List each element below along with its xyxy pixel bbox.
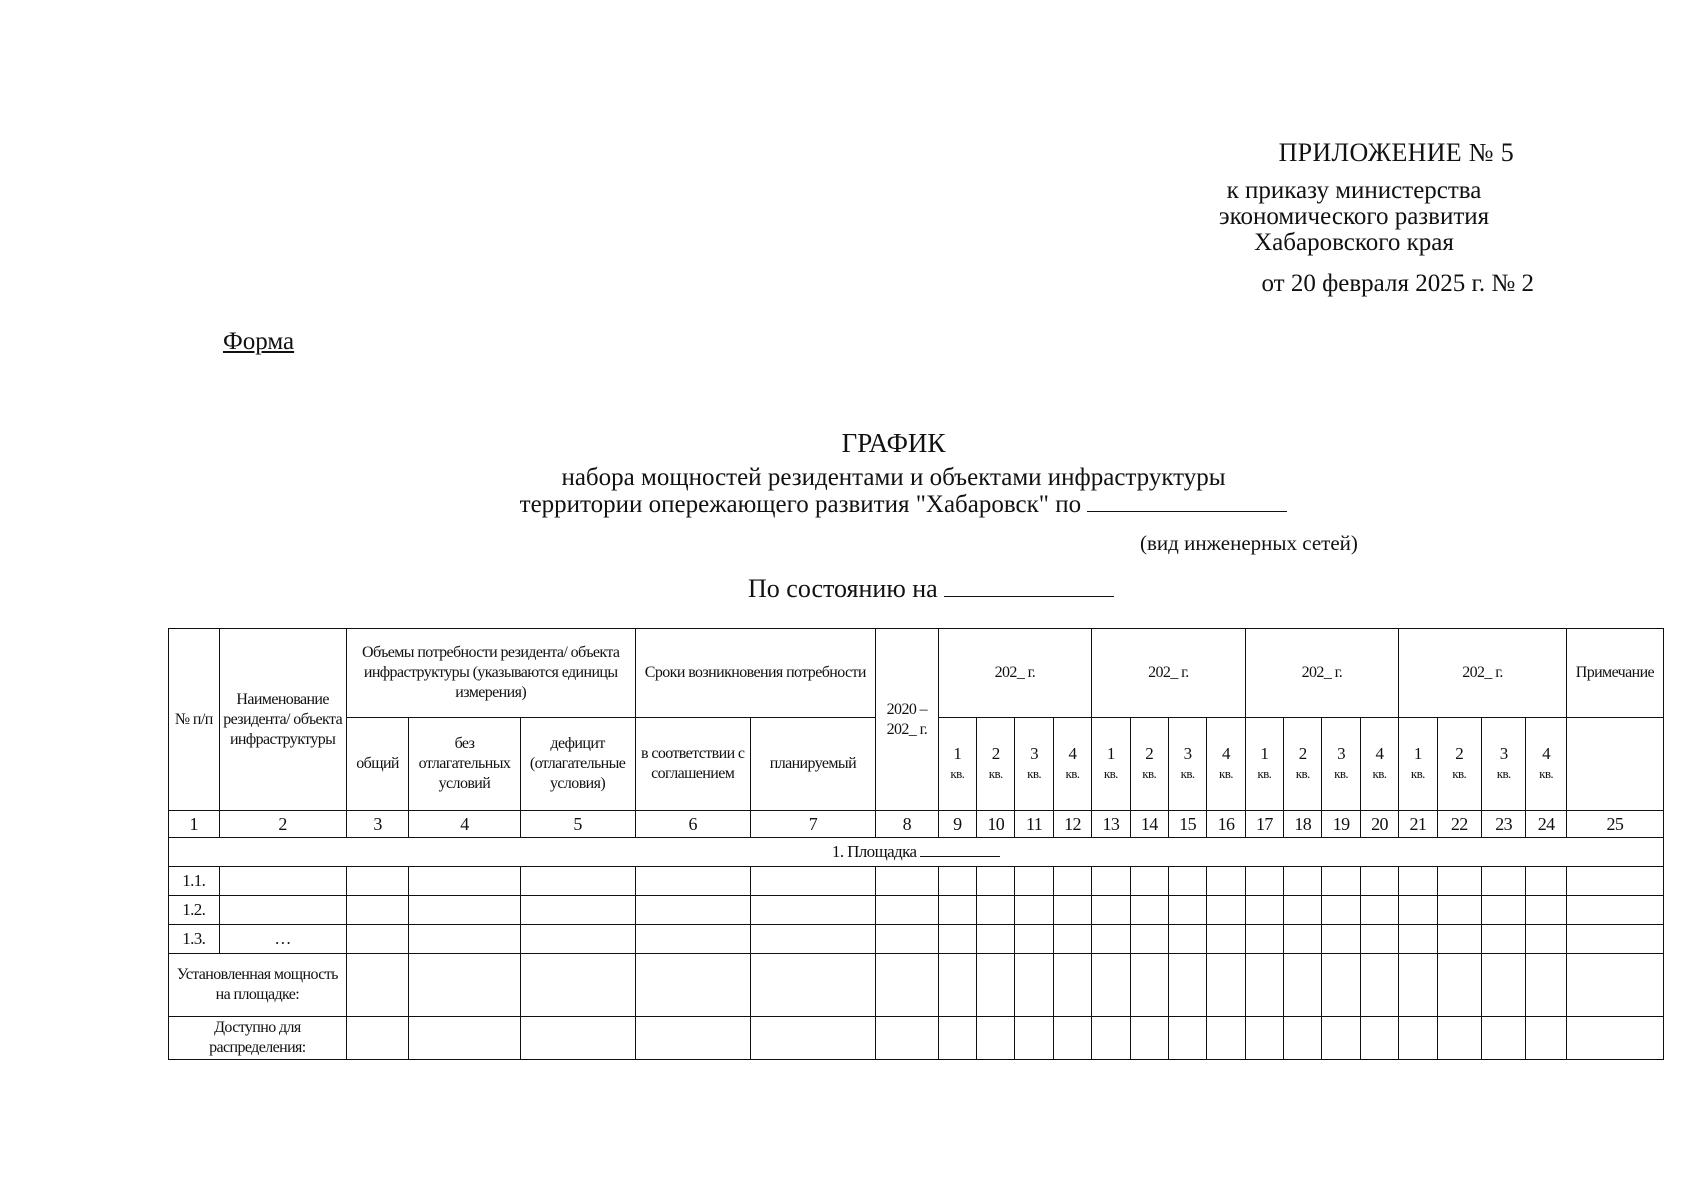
column-number: 21 xyxy=(1399,811,1437,838)
quarter-unit: кв. xyxy=(1257,766,1272,781)
table-cell[interactable] xyxy=(409,896,520,925)
quarter-unit: кв. xyxy=(1539,766,1554,781)
quarter-header xyxy=(1481,718,1525,811)
column-number: 6 xyxy=(635,811,750,838)
table-cell[interactable] xyxy=(409,925,520,954)
table-cell[interactable] xyxy=(1526,925,1566,954)
column-number: 9 xyxy=(938,811,976,838)
table-cell[interactable] xyxy=(1207,896,1245,925)
column-number: 22 xyxy=(1437,811,1481,838)
table-cell[interactable] xyxy=(1053,925,1091,954)
form-label: Форма xyxy=(223,328,295,355)
table-cell[interactable] xyxy=(520,1017,635,1060)
table-cell[interactable] xyxy=(635,925,750,954)
table-cell[interactable] xyxy=(1322,1017,1360,1060)
header-year-1: 202_ г. xyxy=(938,629,1092,718)
table-cell[interactable] xyxy=(1015,954,1053,1017)
header-terms: Сроки возникновения потребности xyxy=(635,629,875,718)
column-number: 5 xyxy=(520,811,635,838)
header-year-4: 202_ г. xyxy=(1399,629,1567,718)
table-cell[interactable] xyxy=(750,925,875,954)
table-cell[interactable] xyxy=(1168,954,1206,1017)
table-row xyxy=(169,896,1664,925)
table-cell[interactable] xyxy=(1481,867,1525,896)
table-cell[interactable] xyxy=(1015,896,1053,925)
table-cell[interactable] xyxy=(938,925,976,954)
column-number: 24 xyxy=(1526,811,1566,838)
column-number: 16 xyxy=(1207,811,1245,838)
annex-block xyxy=(1194,138,1534,298)
table-cell[interactable] xyxy=(1284,896,1322,925)
table-cell[interactable] xyxy=(1526,867,1566,896)
quarter-number: 4 xyxy=(1375,744,1384,763)
table-row xyxy=(169,867,1664,896)
table-cell[interactable] xyxy=(1092,896,1130,925)
table-cell[interactable] xyxy=(1322,896,1360,925)
quarter-header xyxy=(1284,718,1322,811)
table-cell[interactable] xyxy=(977,925,1015,954)
quarter-number: 4 xyxy=(1068,744,1077,763)
row-name-ellipsis[interactable]: … xyxy=(219,925,346,954)
quarter-number: 3 xyxy=(1499,744,1508,763)
installed-capacity-label: Установленная мощность на площадке: xyxy=(169,954,347,1017)
quarter-header xyxy=(1526,718,1566,811)
table-cell[interactable] xyxy=(1168,1017,1206,1060)
table-cell[interactable] xyxy=(1130,1017,1168,1060)
table-cell[interactable] xyxy=(1168,896,1206,925)
table-cell[interactable] xyxy=(409,1017,520,1060)
table-cell[interactable] xyxy=(1526,896,1566,925)
available-capacity-label: Доступно для распределения: xyxy=(169,1017,347,1060)
quarter-unit: кв. xyxy=(1334,766,1349,781)
column-number: 7 xyxy=(750,811,875,838)
table-cell[interactable] xyxy=(1130,867,1168,896)
table-cell[interactable] xyxy=(346,954,409,1017)
annex-date: от 20 февраля 2025 г. № 2 xyxy=(1261,270,1534,297)
table-cell[interactable] xyxy=(219,867,346,896)
table-cell[interactable] xyxy=(520,896,635,925)
table-cell[interactable] xyxy=(1284,867,1322,896)
quarter-header xyxy=(1207,718,1245,811)
quarter-number: 4 xyxy=(1222,744,1230,763)
table-cell[interactable] xyxy=(1130,896,1168,925)
table-cell[interactable] xyxy=(1015,1017,1053,1060)
column-number: 2 xyxy=(219,811,346,838)
table-cell[interactable] xyxy=(1245,896,1283,925)
header-year-3: 202_ г. xyxy=(1245,629,1399,718)
annex-line-2: экономического развития xyxy=(1218,203,1490,230)
quarter-unit: кв. xyxy=(1142,766,1157,781)
table-cell[interactable] xyxy=(1566,1017,1663,1060)
quarter-number: 3 xyxy=(1183,744,1192,763)
table-cell[interactable] xyxy=(1399,1017,1437,1060)
header-planned: планируемый xyxy=(750,718,875,811)
table-cell[interactable] xyxy=(876,867,939,896)
table-cell[interactable] xyxy=(1053,867,1091,896)
section-row xyxy=(169,838,1664,867)
quarter-header xyxy=(1092,718,1130,811)
quarter-unit: кв. xyxy=(1372,766,1387,781)
quarter-unit: кв. xyxy=(1103,766,1118,781)
document-subtitle-2-text: территории опережающего развития "Хабаровск" по xyxy=(519,491,1082,518)
header-total: общий xyxy=(346,718,409,811)
table-cell[interactable] xyxy=(1566,954,1663,1017)
quarter-unit: кв. xyxy=(1496,766,1511,781)
quarter-number: 1 xyxy=(953,744,962,763)
quarter-header xyxy=(1130,718,1168,811)
quarter-number: 3 xyxy=(1337,744,1346,763)
table-cell[interactable] xyxy=(938,896,976,925)
quarter-header xyxy=(1245,718,1283,811)
quarter-number: 1 xyxy=(1106,744,1115,763)
table-cell[interactable] xyxy=(1053,1017,1091,1060)
column-number: 12 xyxy=(1053,811,1091,838)
table-row xyxy=(169,954,1664,1017)
table-cell[interactable] xyxy=(1399,867,1437,896)
table-cell[interactable] xyxy=(876,954,939,1017)
column-number: 8 xyxy=(876,811,939,838)
header-deficit: дефицит (отлагательные условия) xyxy=(520,718,635,811)
quarter-number: 1 xyxy=(1413,744,1422,763)
header-year-2: 202_ г. xyxy=(1092,629,1246,718)
table-cell[interactable] xyxy=(938,867,976,896)
network-type-hint: (вид инженерных сетей) xyxy=(1140,531,1358,555)
column-number: 3 xyxy=(346,811,409,838)
quarter-header xyxy=(1168,718,1206,811)
table-cell[interactable] xyxy=(1481,1017,1525,1060)
quarter-header xyxy=(1437,718,1481,811)
table-cell[interactable] xyxy=(876,925,939,954)
header-no-burden: без отлагательных условий xyxy=(409,718,520,811)
table-cell[interactable] xyxy=(520,954,635,1017)
table-cell[interactable] xyxy=(1437,867,1481,896)
table-cell[interactable] xyxy=(750,954,875,1017)
quarter-number: 4 xyxy=(1542,744,1551,763)
quarter-number: 2 xyxy=(991,744,1000,763)
table-cell[interactable] xyxy=(1437,1017,1481,1060)
table-cell[interactable] xyxy=(1322,954,1360,1017)
as-of-line xyxy=(748,574,1114,604)
header-note: Примечание xyxy=(1566,629,1663,718)
schedule-table xyxy=(168,628,1664,1060)
table-row xyxy=(169,925,1664,954)
table-cell[interactable] xyxy=(1481,896,1525,925)
as-of-label: По состоянию на xyxy=(748,574,938,603)
quarter-number: 2 xyxy=(1298,744,1307,763)
quarter-unit: кв. xyxy=(1410,766,1425,781)
header-number: № п/п xyxy=(169,629,220,811)
table-cell[interactable] xyxy=(977,954,1015,1017)
column-number: 19 xyxy=(1322,811,1360,838)
quarter-header xyxy=(1322,718,1360,811)
row-number: 1.3. xyxy=(169,925,220,954)
table-cell[interactable] xyxy=(1130,954,1168,1017)
column-number: 10 xyxy=(977,811,1015,838)
column-number: 25 xyxy=(1566,811,1663,838)
site-name-blank[interactable] xyxy=(920,842,1000,857)
quarter-number: 1 xyxy=(1260,744,1269,763)
table-cell[interactable] xyxy=(1245,867,1283,896)
table-cell[interactable] xyxy=(346,925,409,954)
table-cell[interactable] xyxy=(409,867,520,896)
column-number: 13 xyxy=(1092,811,1130,838)
table-cell[interactable] xyxy=(1207,1017,1245,1060)
title-block xyxy=(0,428,1697,518)
quarter-unit: кв. xyxy=(1027,766,1042,781)
table-cell[interactable] xyxy=(346,896,409,925)
column-number: 17 xyxy=(1245,811,1283,838)
table-cell[interactable] xyxy=(1245,925,1283,954)
table-cell[interactable] xyxy=(1437,954,1481,1017)
table-cell[interactable] xyxy=(1360,1017,1398,1060)
table-cell[interactable] xyxy=(938,1017,976,1060)
table-cell[interactable] xyxy=(1207,954,1245,1017)
quarter-header xyxy=(1015,718,1053,811)
table-cell[interactable] xyxy=(1437,896,1481,925)
table-cell[interactable] xyxy=(750,1017,875,1060)
table-cell[interactable] xyxy=(346,867,409,896)
quarter-number: 2 xyxy=(1455,744,1464,763)
quarter-unit: кв. xyxy=(1452,766,1467,781)
document-subtitle-1: набора мощностей резидентами и объектами инфраструктуры xyxy=(561,464,1226,491)
table-cell[interactable] xyxy=(520,925,635,954)
quarter-unit: кв. xyxy=(1065,766,1080,781)
table-cell[interactable] xyxy=(1399,896,1437,925)
table-cell[interactable] xyxy=(1168,867,1206,896)
table-cell[interactable] xyxy=(1168,925,1206,954)
table-cell[interactable] xyxy=(635,954,750,1017)
header-agreement: в соответствии с соглашением xyxy=(635,718,750,811)
table-cell[interactable] xyxy=(635,896,750,925)
table-cell[interactable] xyxy=(977,867,1015,896)
quarter-header xyxy=(977,718,1015,811)
table-cell[interactable] xyxy=(1284,925,1322,954)
quarter-header xyxy=(1360,718,1398,811)
table-cell[interactable] xyxy=(1322,925,1360,954)
row-number: 1.1. xyxy=(169,867,220,896)
table-cell[interactable] xyxy=(635,867,750,896)
column-number: 11 xyxy=(1015,811,1053,838)
table-cell[interactable] xyxy=(1566,925,1663,954)
table-cell[interactable] xyxy=(635,1017,750,1060)
table-cell[interactable] xyxy=(1053,896,1091,925)
table-cell[interactable] xyxy=(1566,867,1663,896)
table-cell[interactable] xyxy=(1399,925,1437,954)
table-cell[interactable] xyxy=(750,896,875,925)
table-cell[interactable] xyxy=(1360,954,1398,1017)
quarter-header xyxy=(1053,718,1091,811)
table-cell[interactable] xyxy=(1284,1017,1322,1060)
document-subtitle-2 xyxy=(110,491,1697,518)
table-cell[interactable] xyxy=(750,867,875,896)
table-cell[interactable] xyxy=(1207,867,1245,896)
header-note-empty xyxy=(1566,718,1663,811)
table-cell[interactable] xyxy=(876,1017,939,1060)
column-number: 20 xyxy=(1360,811,1398,838)
table-cell[interactable] xyxy=(520,867,635,896)
table-cell[interactable] xyxy=(1481,925,1525,954)
quarter-unit: кв. xyxy=(988,766,1003,781)
quarter-unit: кв. xyxy=(1180,766,1195,781)
table-cell[interactable] xyxy=(977,896,1015,925)
network-type-blank[interactable] xyxy=(1087,491,1287,512)
table-cell[interactable] xyxy=(1284,954,1322,1017)
table-cell[interactable] xyxy=(1015,867,1053,896)
row-number: 1.2. xyxy=(169,896,220,925)
table-cell[interactable] xyxy=(1130,925,1168,954)
table-cell[interactable] xyxy=(1360,867,1398,896)
quarter-unit: кв. xyxy=(1295,766,1310,781)
table-cell[interactable] xyxy=(1322,867,1360,896)
table-cell[interactable] xyxy=(1207,925,1245,954)
table-cell[interactable] xyxy=(1245,954,1283,1017)
quarter-unit: кв. xyxy=(1219,766,1233,781)
quarter-number: 2 xyxy=(1145,744,1154,763)
table-cell[interactable] xyxy=(219,896,346,925)
header-name: Наименование резидента/ объекта инфраструктуры xyxy=(219,629,346,811)
table-cell[interactable] xyxy=(1245,1017,1283,1060)
quarter-header xyxy=(938,718,976,811)
document-title: ГРАФИК xyxy=(841,428,946,458)
table-cell[interactable] xyxy=(1092,954,1130,1017)
header-volumes: Объемы потребности резидента/ объекта инфраструктуры (указываются единицы измерения) xyxy=(346,629,635,718)
quarter-unit: кв. xyxy=(950,766,965,781)
table-cell[interactable] xyxy=(409,954,520,1017)
table-cell[interactable] xyxy=(1481,954,1525,1017)
column-number: 1 xyxy=(169,811,220,838)
table-cell[interactable] xyxy=(1360,925,1398,954)
annex-title: ПРИЛОЖЕНИЕ № 5 xyxy=(1278,138,1514,167)
quarter-number: 3 xyxy=(1030,744,1039,763)
table-row xyxy=(169,1017,1664,1060)
column-number: 18 xyxy=(1284,811,1322,838)
column-number: 23 xyxy=(1481,811,1525,838)
table-cell[interactable] xyxy=(876,896,939,925)
table-cell[interactable] xyxy=(1437,925,1481,954)
table-cell[interactable] xyxy=(1092,925,1130,954)
annex-line-3: Хабаровского края xyxy=(1254,229,1454,256)
table-cell[interactable] xyxy=(938,954,976,1017)
table-cell[interactable] xyxy=(977,1017,1015,1060)
table-cell[interactable] xyxy=(1053,954,1091,1017)
table-cell[interactable] xyxy=(1015,925,1053,954)
column-number: 4 xyxy=(409,811,520,838)
section-label: 1. Площадка xyxy=(831,842,917,861)
column-number: 14 xyxy=(1130,811,1168,838)
header-period: 2020 – 202_ г. xyxy=(876,629,939,811)
column-number: 15 xyxy=(1168,811,1206,838)
table-cell[interactable] xyxy=(1360,896,1398,925)
table-cell[interactable] xyxy=(1092,1017,1130,1060)
quarter-header xyxy=(1399,718,1437,811)
table-cell[interactable] xyxy=(1526,954,1566,1017)
table-cell[interactable] xyxy=(346,1017,409,1060)
table-cell[interactable] xyxy=(1566,896,1663,925)
annex-line-1: к приказу министерства xyxy=(1226,177,1482,204)
table-cell[interactable] xyxy=(1092,867,1130,896)
as-of-date-blank[interactable] xyxy=(944,576,1114,597)
table-cell[interactable] xyxy=(1526,1017,1566,1060)
table-cell[interactable] xyxy=(1399,954,1437,1017)
